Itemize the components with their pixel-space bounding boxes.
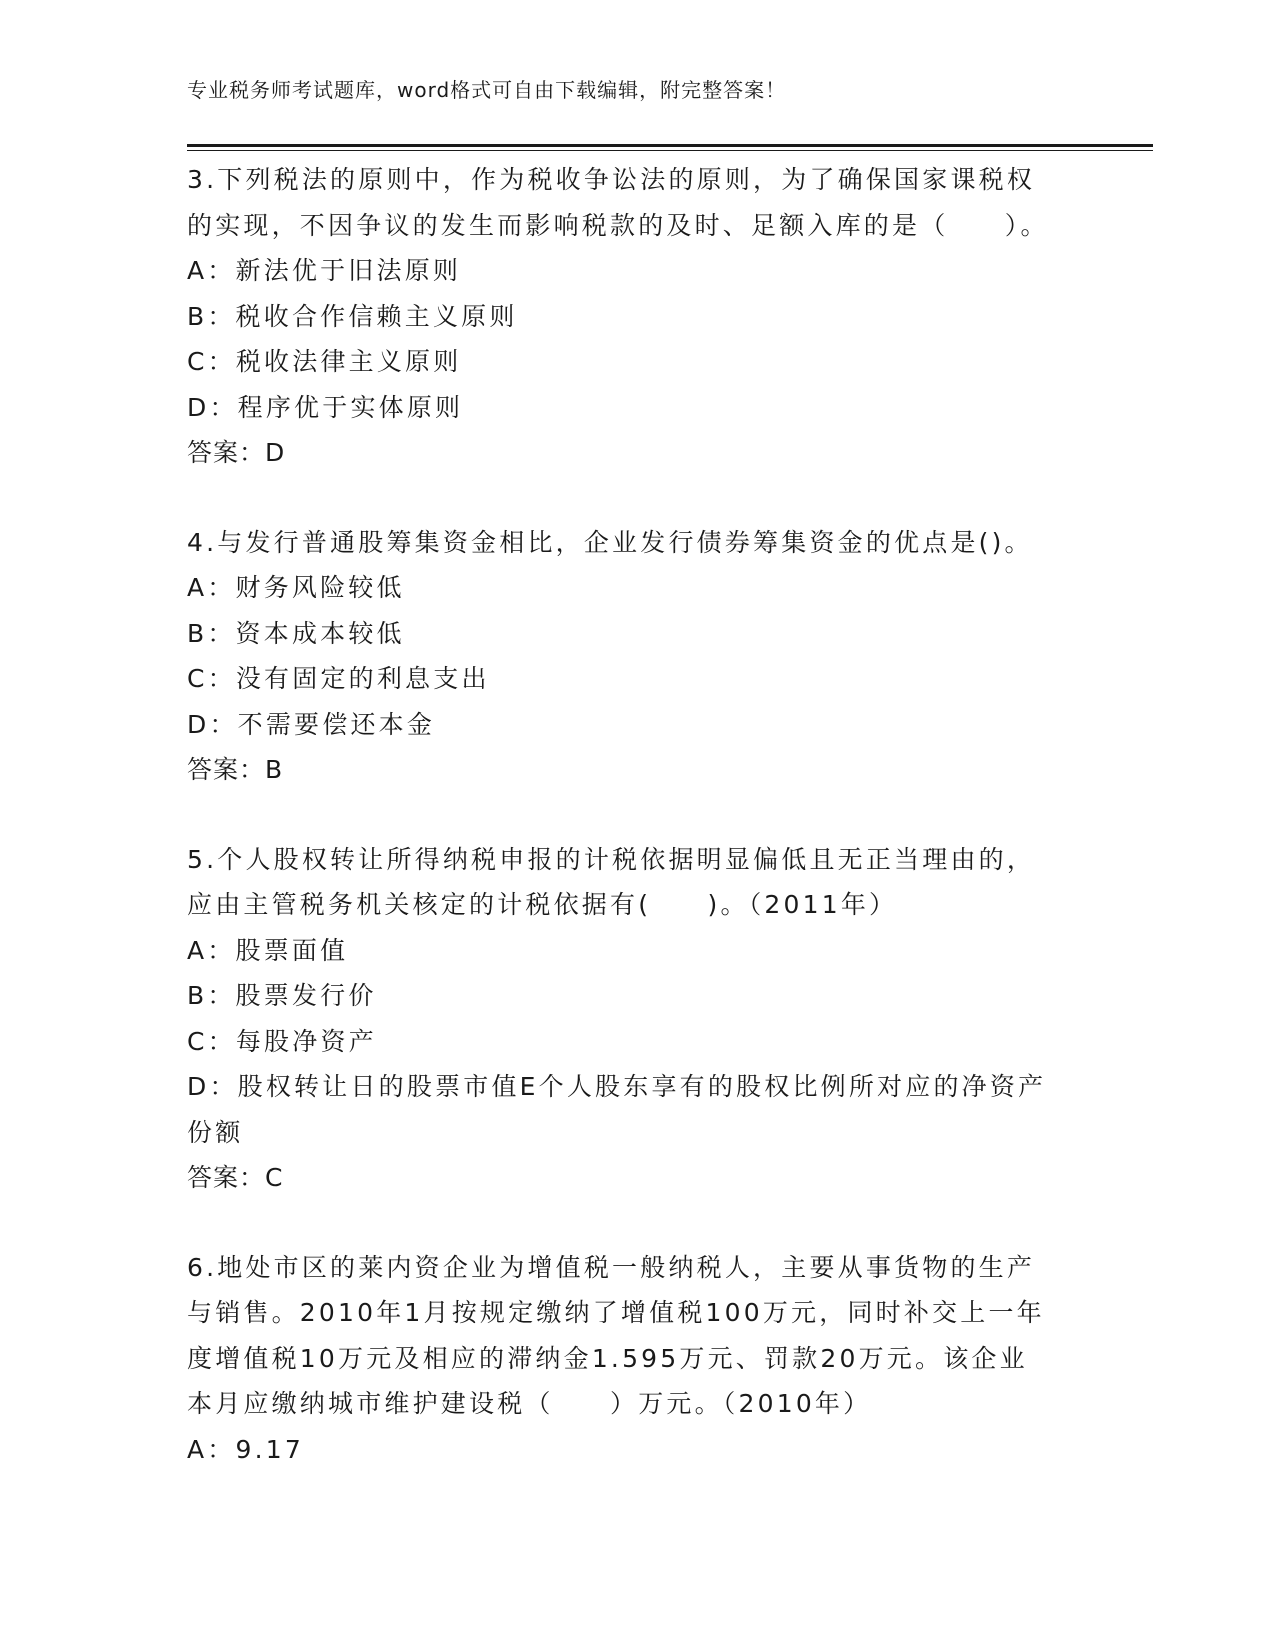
- option-d-continued: 份额: [187, 1117, 244, 1147]
- page-header: 专业税务师考试题库，word格式可自由下载编辑，附完整答案！: [187, 78, 787, 102]
- option-d: D：股权转让日的股票市值E个人股东享有的股权比例所对应的净资产: [187, 1072, 1047, 1101]
- question-3: [187, 157, 1087, 476]
- question-text-line: 3.下列税法的原则中，作为税收争讼法的原则，为了确保国家课税权: [187, 165, 1036, 194]
- question-list: [187, 157, 1087, 1516]
- answer: 答案：D: [187, 438, 286, 467]
- question-6: [187, 1245, 1087, 1473]
- option-d: D：不需要偿还本金: [187, 709, 436, 739]
- option-a: A：财务风险较低: [187, 573, 405, 602]
- option-c: C：每股净资产: [187, 1026, 377, 1056]
- option-a: A：9.17: [187, 1434, 304, 1464]
- question-5: [187, 837, 1087, 1201]
- question-text-line: 的实现，不因争议的发生而影响税款的及时、足额入库的是（ ）。: [187, 210, 1049, 240]
- question-text-line: 6.地处市区的莱内资企业为增值税一般纳税人，主要从事货物的生产: [187, 1252, 1036, 1282]
- question-text-line: 4.与发行普通股筹集资金相比，企业发行债券筹集资金的优点是()。: [187, 527, 1033, 557]
- option-b: B：股票发行价: [187, 981, 377, 1010]
- header-rule-thick: [187, 144, 1153, 147]
- option-c: C：税收法律主义原则: [187, 347, 462, 376]
- option-d: D：程序优于实体原则: [187, 392, 464, 422]
- question-text-line: 5.个人股权转让所得纳税申报的计税依据明显偏低且无正当理由的，: [187, 844, 1036, 874]
- question-text-line: 应由主管税务机关核定的计税依据有( )。（2011年）: [187, 890, 898, 919]
- question-text-line: 本月应缴纳城市维护建设税（ ）万元。（2010年）: [187, 1389, 872, 1418]
- option-b: B：资本成本较低: [187, 618, 405, 648]
- option-c: C：没有固定的利息支出: [187, 664, 490, 693]
- answer: 答案：B: [187, 755, 284, 784]
- answer: 答案：C: [187, 1163, 284, 1192]
- question-text-line: 度增值税10万元及相应的滞纳金1.595万元、罚款20万元。该企业: [187, 1343, 1028, 1373]
- option-a: A：股票面值: [187, 935, 349, 965]
- option-b: B：税收合作信赖主义原则: [187, 301, 518, 331]
- header-rule-thin: [187, 150, 1153, 151]
- question-4: [187, 520, 1087, 793]
- question-text-line: 与销售。2010年1月按规定缴纳了增值税100万元，同时补交上一年: [187, 1298, 1045, 1327]
- option-a: A：新法优于旧法原则: [187, 256, 462, 285]
